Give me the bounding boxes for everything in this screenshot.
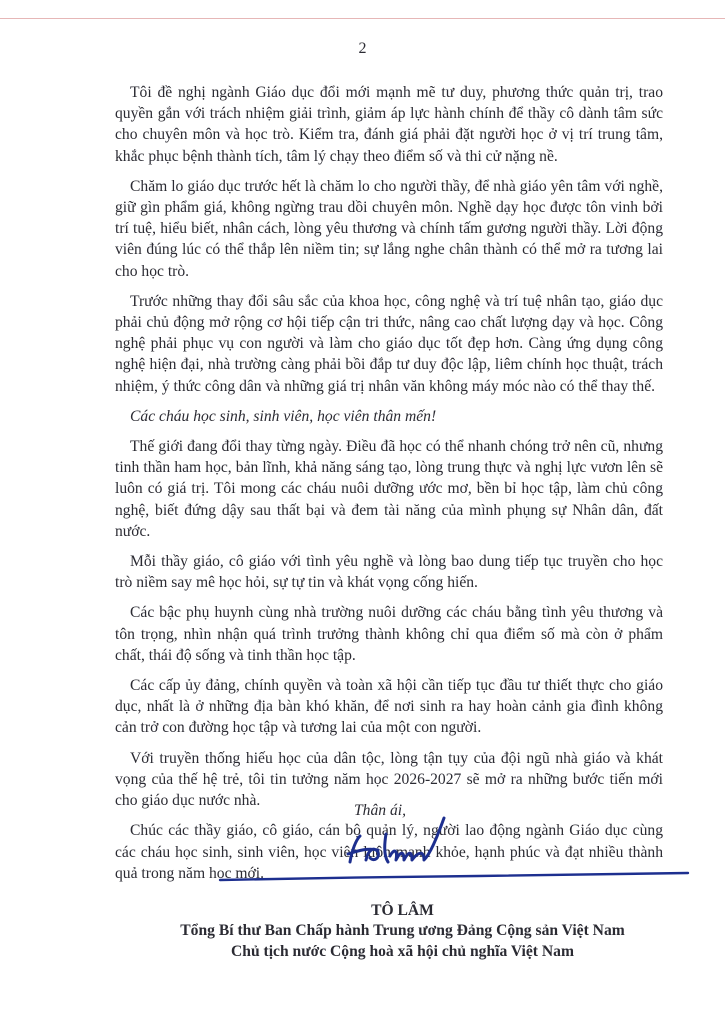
paragraph: Các bậc phụ huynh cùng nhà trường nuôi dưỡng các cháu bằng tình yêu thương và tôn trọng, nhìn nhận quá trình trưởng thành không chỉ qua điểm số mà còn ở phẩm chất, thái độ sống và tinh thần học tập.	[115, 604, 663, 664]
signer-title-state: Chủ tịch nước Cộng hoà xã hội chủ nghĩa Việt Nam	[231, 943, 574, 960]
paragraph: Thế giới đang đổi thay từng ngày. Điều đã học có thể nhanh chóng trở nên cũ, nhưng tinh thần ham học, bản lĩnh, khả năng sáng tạo, lòng trung thực và nghị lực vươn lên sẽ luôn có giá trị. Tôi mong các cháu nuôi dưỡng ước mơ, bền bỉ học tập, làm chủ công nghệ, biết đứng dậy sau thất bại và đem tài năng của mình phụng sự Nhân dân, đất nước.	[115, 438, 663, 540]
handwritten-signature	[338, 810, 468, 870]
paragraph: Chúc các thầy giáo, cô giáo, cán bộ quản lý, người lao động ngành Giáo dục cùng các cháu học sinh, sinh viên, học viên luôn mạnh khỏe, hạnh phúc và đạt nhiều thành quả trong năm học mới.	[115, 822, 663, 882]
paragraph: Chăm lo giáo dục trước hết là chăm lo cho người thầy, để nhà giáo yên tâm với nghề, giữ gìn phẩm giá, không ngừng trau dồi chuyên môn. Nghề dạy học được tôn vinh bởi trí tuệ, hiểu biết, nhân cách, lòng yêu thương và chính tấm gương người thầy. Lời động viên đúng lúc có thể thắp lên niềm tin; sự lắng nghe chân thành có thể mở ra tương lai cho học trò.	[115, 177, 663, 280]
paragraph: Mỗi thầy giáo, cô giáo với tình yêu nghề và lòng bao dung tiếp tục truyền cho học trò niềm say mê học hỏi, sự tự tin và khát vọng cống hiến.	[115, 553, 663, 592]
closing-line: Thân ái,	[354, 802, 406, 819]
signer-title-party: Tổng Bí thư Ban Chấp hành Trung ương Đảng Cộng sản Việt Nam	[180, 922, 625, 939]
signer-name: TÔ LÂM	[371, 902, 434, 919]
page-number: 2	[358, 40, 367, 57]
letter-body	[115, 82, 663, 893]
page-top-rule	[0, 18, 725, 19]
salutation-line: Các cháu học sinh, sinh viên, học viên thân mến!	[130, 407, 437, 425]
paragraph: Trước những thay đổi sâu sắc của khoa học, công nghệ và trí tuệ nhân tạo, giáo dục phải chủ động mở rộng cơ hội tiếp cận tri thức, nâng cao chất lượng dạy và học. Công nghệ phải phục vụ con người và làm cho giáo dục tốt đẹp hơn. Càng ứng dụng công nghệ hiện đại, nhà trường càng phải bồi đắp tư duy độc lập, liêm chính học thuật, trách nhiệm, ý thức công dân và những giá trị nhân văn không máy móc nào có thể thay thế.	[115, 292, 663, 395]
paragraph: Với truyền thống hiếu học của dân tộc, lòng tận tụy của đội ngũ nhà giáo và khát vọng của thế hệ trẻ, tôi tin tưởng năm học 2026-2027 sẽ mở ra những bước tiến mới cho giáo dục nước nhà.	[115, 749, 663, 810]
signature-underline	[218, 868, 690, 892]
paragraph: Tôi đề nghị ngành Giáo dục đổi mới mạnh mẽ tư duy, phương thức quản trị, trao quyền gắn với trách nhiệm giải trình, giảm áp lực hành chính để thầy cô dành tâm sức cho chuyên môn và học trò. Kiểm tra, đánh giá phải đặt người học ở vị trí trung tâm, khắc phục bệnh thành tích, tâm lý chạy theo điểm số và thi cử nặng nề.	[115, 84, 663, 165]
paragraph: Các cấp ủy đảng, chính quyền và toàn xã hội cần tiếp tục đầu tư thiết thực cho giáo dục, nhất là ở những địa bàn khó khăn, để nơi sinh ra hay hoàn cảnh gia đình không cản trở con đường học tập và tương lai của một con người.	[115, 677, 663, 737]
